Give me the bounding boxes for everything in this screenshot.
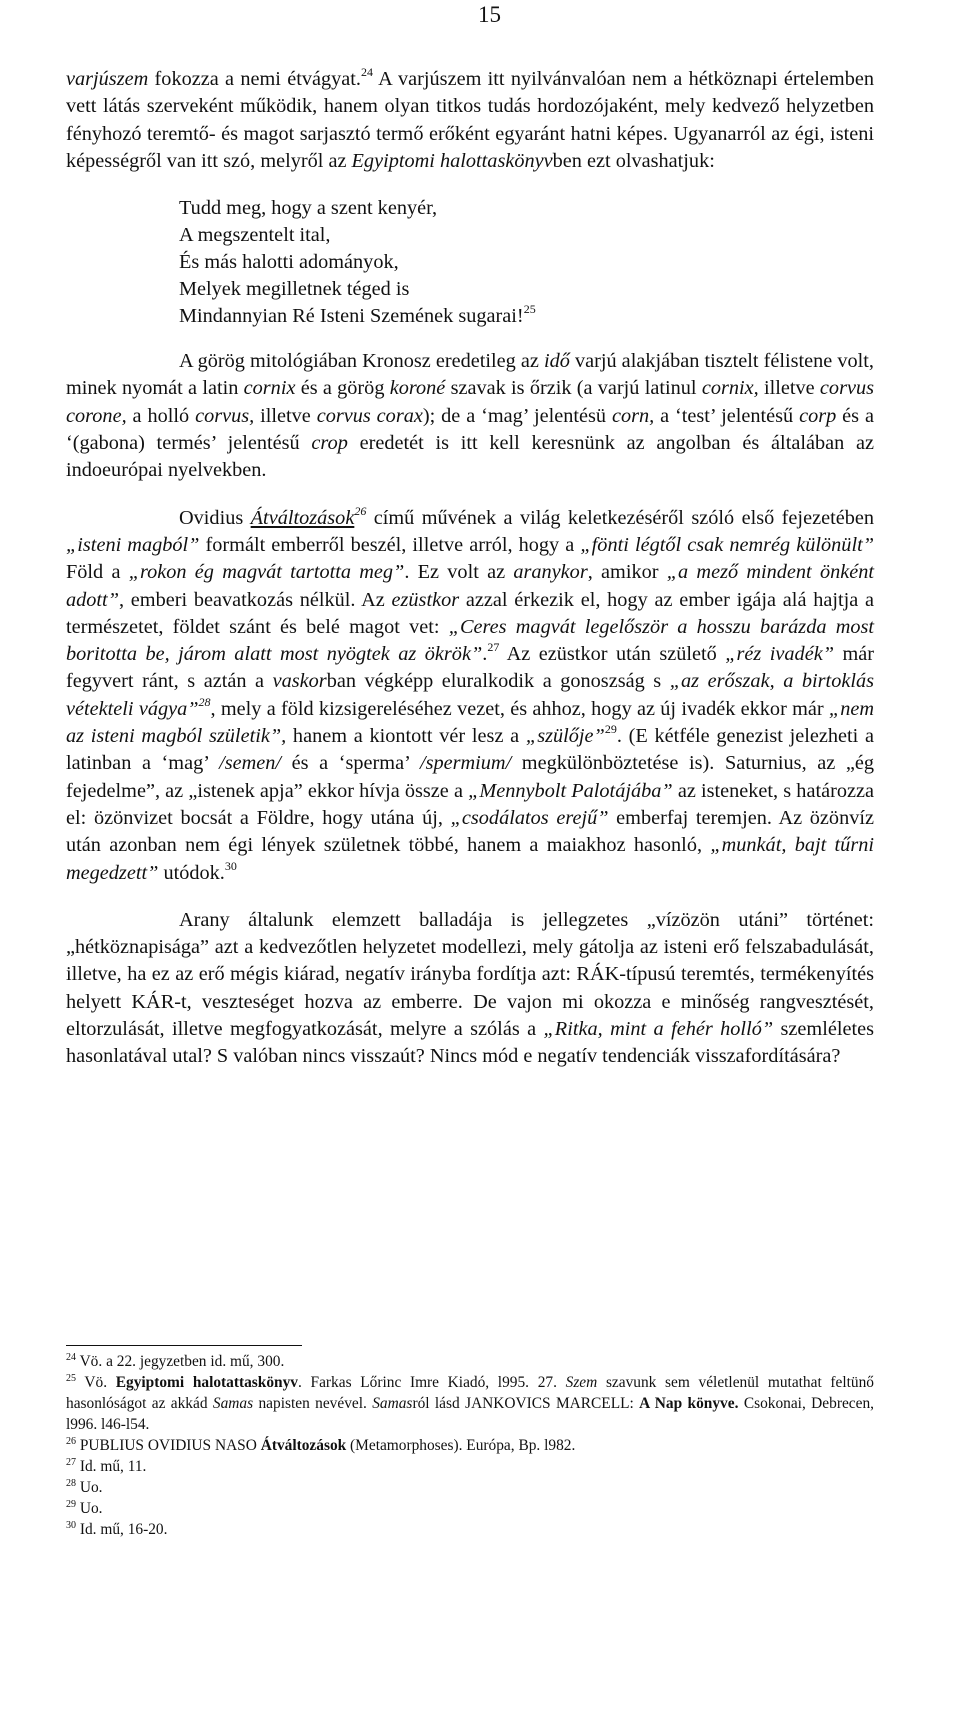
text-run: című művének a világ keletkezéséről szóló első fejezetében (366, 506, 874, 529)
text-run: A Nap könyve. (639, 1395, 739, 1412)
poem-line: A megszentelt ital, (179, 224, 331, 247)
footnote-ref: 26 (354, 503, 367, 518)
text-run: cornix, (701, 377, 759, 400)
text-run: (Metamorphoses). Európa, Bp. l982. (346, 1437, 576, 1454)
text-run: , emberi beavatkozás nélkül. Az (118, 588, 392, 611)
footnote-ref: 28 (198, 694, 211, 709)
text-run: Átváltozások (250, 506, 355, 529)
footnote (66, 1351, 874, 1372)
text-run: „isteni magból” (66, 533, 200, 556)
text-run: /semen/ (219, 752, 282, 775)
text-run: az isteneket, s határozza el: özönvizet bocsát a Földre, hogy utána új, (66, 779, 874, 829)
text-run: Uo. (76, 1479, 103, 1496)
footnote-ref: 24 (360, 65, 373, 79)
footnote (66, 1519, 874, 1540)
footnote-separator (66, 1345, 302, 1346)
text-run: már fegyvert ránt, s aztán a (66, 643, 874, 693)
paragraph (66, 505, 874, 887)
text-run: fokozza a nemi étvágyat. (148, 68, 361, 90)
text-run: corvus corax (316, 404, 423, 427)
text-run: Arany általunk elemzett balladája is jellegzetes „vízözön utáni” történet: „hétköznapisága” azt a kedvezőtlen helyzetet modellezi, mely gátolja az isteni erő felszabadulását, illetve, ha ez az erő mégis kiárad, negatív irányba fordítja azt: RÁK-típusú teremtés, termékenyítés helyett KÁR-t, veszteséget hozva az emberre. De vajon mi okozza e minőség rangvesztését, eltorzulását, illetve megfogyatkozását, melyre a szólás a (66, 908, 874, 1041)
text-run: „szülője” (525, 725, 605, 748)
text-run: szavunk sem véletlenül mutathat feltünő hasonlóságot az akkád (66, 1374, 874, 1412)
footnote (66, 1477, 874, 1498)
footnote-ref: 25 (523, 302, 536, 317)
text-run: „az erőszak, a birtoklás vétekteli vágya” (66, 670, 875, 720)
text-run: varjú alakjában tisztelt félistene volt, minek nyomát a latin (66, 350, 874, 400)
main-text (66, 66, 874, 1071)
poem-line-last (179, 303, 874, 330)
text-run: és a ‘(gabona) termés’ jelentésű (66, 404, 874, 455)
text-run: a holló (126, 404, 196, 427)
text-run: idő (543, 350, 570, 373)
text-run: aranykor (513, 561, 588, 584)
text-run: napisten nevével. (253, 1395, 373, 1412)
text-run: eredetét is itt kell keresnünk az angolban és általában az indoeurópai nyelvekben. (66, 432, 874, 482)
text-run: szemléletes hasonlatával utal? S valóban nincs visszaút? Nincs mód e negatív tendenciák visszafordítására? (66, 1018, 874, 1068)
poem-line: És más halotti adományok, (179, 251, 399, 274)
text-run: crop (311, 432, 348, 455)
footnote-ref: 25 (66, 1373, 76, 1384)
footnote-ref: 27 (487, 640, 500, 655)
text-run: Vö. a 22. jegyzetben id. mű, 300. (76, 1353, 285, 1370)
paragraph (66, 348, 874, 484)
footnote-ref: 27 (66, 1457, 76, 1468)
footnote (66, 1498, 874, 1519)
text-run: A varjúszem itt nyilvánvalóan nem a hétköznapi értelemben vett látás szerveként működik, hanem olyan titkos tudás hordozójaként, mely kedvező helyzetben fényhozó teremtő- és magot sarjasztó termő erőként egyaránt hatni képes. Ugyanarról az égi, isteni képességről van itt szó, melyről az (66, 68, 874, 172)
footnote (66, 1456, 874, 1477)
text-run: megkülönböztetése is). Saturnius, az „ég fejedelme”, az „istenek apja” ekkor hívja össze a (66, 752, 874, 802)
text-run: corvus, (195, 404, 255, 427)
text-run: hanem a kiontott vér lesz a (286, 725, 526, 748)
text-run: . Ez volt az (404, 561, 514, 584)
poem-line: Tudd meg, hogy a szent kenyér, (179, 197, 438, 220)
text-run: , mely a föld kizsigereléséhez vezet, és ahhoz, hogy az új ivadék ekkor már (210, 697, 829, 720)
text-run: illetve (254, 404, 317, 427)
text-run: Samas (372, 1395, 413, 1412)
text-run: Ovidius (179, 506, 251, 529)
text-run: corn, (611, 404, 655, 427)
text-run: Samas (212, 1395, 254, 1412)
text-run: koroné (389, 377, 446, 400)
footnote (66, 1435, 874, 1456)
text-run: corp (799, 404, 837, 427)
paragraph (66, 907, 874, 1071)
text-run: Uo. (76, 1500, 103, 1517)
text-run: . Farkas Lőrinc Imre Kiadó, l995. 27. (298, 1374, 566, 1391)
text-run: illetve (758, 377, 820, 400)
text-run: „munkát, bajt tűrni megedzett” (66, 834, 874, 884)
text-run: Vö. (76, 1374, 116, 1391)
text-run: Id. mű, 11. (76, 1458, 147, 1475)
text-run: PUBLIUS OVIDIUS NASO (76, 1437, 261, 1454)
quoted-poem (179, 195, 874, 330)
text-run: ról lásd JANKOVICS MARCELL: (412, 1395, 640, 1412)
paragraph (66, 66, 874, 175)
text-run: „csodálatos erejű” (450, 806, 609, 829)
text-run: „rokon ég magvát tartotta meg” (128, 561, 405, 584)
text-run: Szem (565, 1374, 598, 1391)
text-run: szavak is őrzik (a varjú latinul (445, 377, 702, 400)
poem-line: Melyek megilletnek téged is (179, 278, 410, 301)
text-run: „Ritka, mint a fehér holló” (543, 1018, 774, 1041)
text-run: Egyiptomi halotattaskönyv (115, 1374, 299, 1391)
page-number: 15 (478, 2, 501, 27)
text-run: ban végképp eluralkodik a gonoszság s (326, 670, 670, 693)
text-run: Csokonai, Debrecen, l996. l46-l54. (66, 1395, 874, 1433)
text-run: a ‘test’ jelentésű (654, 404, 800, 427)
text-run: Egyiptomi halottaskönyv (351, 149, 553, 172)
text-run: cornix (243, 377, 296, 400)
footnote-ref: 29 (66, 1499, 76, 1510)
footnote-ref: 30 (224, 858, 237, 873)
text-run: emberfaj teremjen. Az özönvíz után azonban nem égi lények születnek többé, hanem a maiakhoz hasonló, (66, 806, 874, 857)
text-run: ben ezt olvashatjuk: (552, 149, 715, 172)
text-run: corvus corone, (66, 377, 874, 427)
footnote-ref: 26 (66, 1436, 76, 1447)
text-run: „Ceres magvát legelőször a hosszu barázda most boritotta be, járom alatt most nyögtek az ökrök” (66, 615, 875, 666)
text-run: varjúszem (66, 68, 149, 90)
text-run: utódok. (158, 861, 225, 884)
footnote (66, 1372, 874, 1435)
text-run: . (E kétféle genezist jelezheti a latinban a ‘mag’ (66, 725, 875, 775)
text-run: /spermium/ (419, 752, 512, 775)
text-run: „nem az isteni magból születik”, (66, 697, 874, 748)
footnote-ref: 29 (604, 722, 617, 737)
text-run: és a ‘sperma’ (281, 752, 420, 775)
text-run: „réz ivadék” (725, 643, 834, 666)
text-run: . (482, 643, 488, 666)
footnote-ref: 30 (66, 1520, 76, 1531)
text-run: Föld a (66, 561, 129, 584)
text-run: Átváltozások (260, 1437, 347, 1454)
poem-line-text: Mindannyian Ré Isteni Szemének sugarai! (179, 305, 524, 328)
text-run: vaskor (272, 670, 327, 693)
text-run: „fönti légtől csak nemrég különült” (580, 533, 875, 556)
text-run: „Mennybolt Palotájába” (468, 779, 673, 802)
text-run: , amikor (587, 561, 667, 584)
footnote-ref: 24 (66, 1352, 76, 1363)
footnotes (66, 1351, 874, 1540)
text-run: ); de a ‘mag’ jelentésü (422, 404, 612, 427)
text-run: Id. mű, 16-20. (76, 1521, 168, 1538)
text-run: A görög mitológiában Kronosz eredetileg az (179, 350, 544, 373)
footnote-ref: 28 (66, 1478, 76, 1489)
text-run: „a mező mindent önként adott” (66, 561, 875, 611)
text-run: és a görög (295, 377, 390, 400)
text-run: Az ezüstkor után születő (499, 643, 726, 666)
text-run: formált emberről beszél, illetve arról, hogy a (199, 533, 581, 556)
text-run: ezüstkor (391, 588, 460, 611)
text-run: azzal érkezik el, hogy az ember igája alá hajtja a természetet, földet szánt és belé magot vet: (66, 588, 874, 638)
